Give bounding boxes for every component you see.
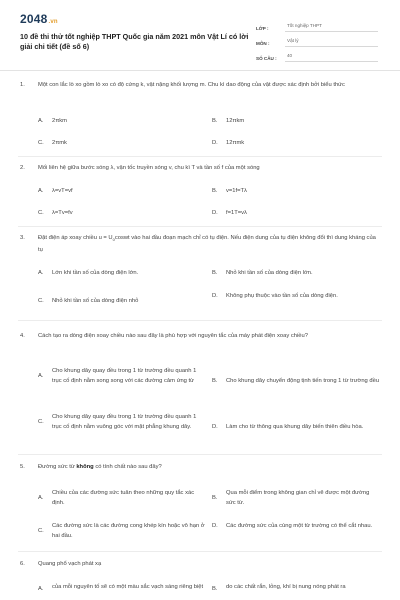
question-6-option-a[interactable]: A. của mỗi nguyên tố sẽ có một màu sắc vạch sáng riêng biệt [38,584,204,592]
question-3-option-b[interactable]: B. Nhỏ khi tần số của dòng điện lớn. [212,270,313,276]
divider [18,454,382,455]
question-3-option-d[interactable]: D. Không phụ thuộc vào tần số của dòng điện. [212,293,338,299]
question-6: 6. Quang phổ vạch phát xạ [20,561,102,567]
question-4-option-a[interactable]: A. Cho khung dây quay đều trong 1 từ trường đều quanh 1 trục cố định nằm song song với các đường cảm ứng từ [38,368,197,384]
document-title: 10 đề thi thử tốt nghiệp THPT Quốc gia năm 2021 môn Vật Lí có lời giải chi tiết (đề số 6) [20,32,249,51]
question-5: 5. Đường sức từ không có tính chất nào sau đây? [20,464,162,470]
question-2-option-d[interactable]: D. f=1T=vλ [212,210,247,216]
question-4: 4. Cách tạo ra dòng điện xoay chiều nào sau đây là phù hợp với nguyên tắc của máy phát điện xoay chiều? [20,333,308,339]
question-2-option-c[interactable]: C. λ=Tv=fv [38,210,73,216]
question-3-option-c[interactable]: C. Nhỏ khi tần số của dòng điện nhỏ [38,298,139,304]
divider [18,226,382,227]
document-meta [256,17,378,62]
question-1-option-d[interactable]: D. 12πmk [212,140,245,146]
meta-subject: MÔN : Vật lý [256,32,378,47]
divider [18,156,382,157]
question-2-option-b[interactable]: B. v=1f=Tλ [212,188,247,194]
question-3: 3. Đặt điện áp xoay chiều $u = U_0coswt$ vào hai đầu đoạn mạch chỉ có tụ điện. Nếu điện dung của tụ điện không đổi thì dung kháng của tụ [20,235,376,254]
question-3-option-a[interactable]: A. Lớn khi tần số của dòng điện lớn. [38,270,139,276]
question-6-option-b[interactable]: B. do các chất rắn, lỏng, khí bị nung nóng phát ra [212,584,346,592]
question-4-option-d[interactable]: D. Làm cho từ thông qua khung dây biến thiên điều hòa. [212,424,364,430]
question-5-option-d[interactable]: D. Các đường sức của cùng một từ trường có thể cắt nhau. [212,523,373,529]
divider [18,551,382,552]
question-5-option-c[interactable]: C. Các đường sức là các đường cong khép kín hoặc vô hạn ở hai đầu. [38,523,205,539]
question-1-option-c[interactable]: C. 2πmk [38,140,67,146]
question-1-option-a[interactable]: A. 2πkm [38,118,67,124]
meta-class: LỚP : Tốt nghiệp THPT [256,17,378,32]
question-1: 1. Một con lắc lò xo gồm lò xo có độ cứng k, vật nặng khối lượng m. Chu kì dao động của vật được xác định bởi biểu thức [20,82,345,88]
divider [18,320,382,321]
question-4-option-c[interactable]: C. Cho khung dây quay đều trong 1 từ trường đều quanh 1 trục cố định nằm vuông góc với mặt phẳng khung dây. [38,414,197,430]
question-2-option-a[interactable]: A. λ=vT=vf [38,188,73,194]
question-4-option-b[interactable]: B. Cho khung dây chuyển động tịnh tiến trong 1 từ trường đều [212,378,380,384]
question-5-option-a[interactable]: A. Chiều của các đường sức tuân theo những quy tắc xác định. [38,490,195,506]
question-5-option-b[interactable]: B. Qua mỗi điểm trong không gian chỉ vẽ được một đường sức từ. [212,490,370,506]
document-header [0,0,400,71]
meta-question-count: SỐ CÂU : 40 [256,47,378,62]
site-logo[interactable]: 2048.vn [20,12,58,26]
question-1-option-b[interactable]: B. 12πkm [212,118,245,124]
question-2: 2. Mối liên hệ giữa bước sóng λ, vận tốc truyền sóng v, chu kì T và tần số f của một sóng [20,165,260,171]
